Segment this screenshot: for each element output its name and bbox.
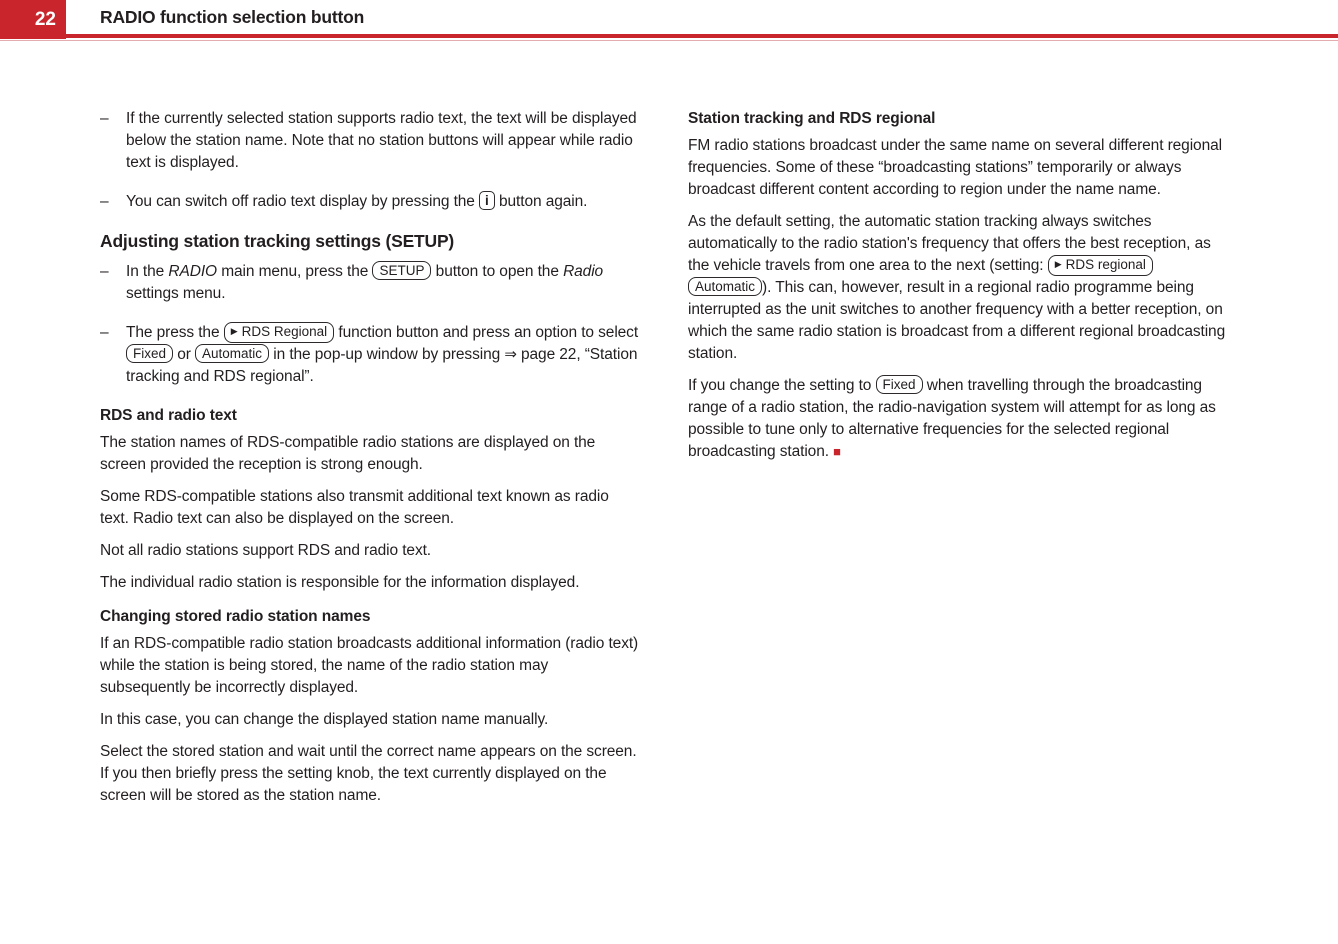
list-item: [100, 261, 640, 305]
text-run: function button and press an option to select: [334, 324, 639, 341]
text-run: when travelling through the broadcasting range of a radio station, the radio-navigation system will attempt for as long as possible to tune only to alternative frequencies for the selected regional broadcasting station.: [688, 377, 1216, 460]
list-item-text: [126, 322, 640, 388]
page-header: [0, 0, 1338, 41]
bullet-dash: –: [100, 324, 109, 341]
rds-regional-button: ▶ RDS regional: [1048, 255, 1153, 276]
rds-regional-button: ▶ RDS Regional: [224, 322, 334, 343]
fixed-button: Fixed: [126, 344, 173, 363]
setup-button: SETUP: [372, 261, 431, 280]
list-item: [100, 322, 640, 388]
paragraph: [100, 432, 640, 476]
text-run: button again.: [494, 193, 588, 210]
list-item-text: [126, 261, 640, 305]
list-item-text: [126, 191, 640, 213]
paragraph: [688, 375, 1228, 463]
text-run: or: [173, 346, 196, 363]
text-run: Some RDS-compatible stations also transmit additional text known as radio text. Radio text can also be displayed on the screen.: [100, 488, 609, 527]
bullet-dash: –: [100, 263, 109, 280]
automatic-button: Automatic: [195, 344, 269, 363]
paragraph: [100, 741, 640, 807]
text-run: Not all radio stations support RDS and radio text.: [100, 542, 432, 559]
page-title: RADIO function selection button: [100, 7, 365, 27]
text-run: button to open the: [431, 263, 564, 280]
italic-text: RADIO: [168, 263, 217, 280]
text-run: page 22, “Station tracking and RDS regional”.: [126, 346, 638, 385]
right-column: [688, 108, 1228, 817]
text-run: If an RDS-compatible radio station broadcasts additional information (radio text) while the station is being stored, the name of the radio station may subsequently be incorrectly displayed.: [100, 635, 639, 696]
bullet-dash: –: [100, 193, 109, 210]
header-rule: [0, 34, 1338, 38]
list-item: [100, 108, 640, 174]
text-run: The press the: [126, 324, 224, 341]
text-run: In the: [126, 263, 169, 280]
play-triangle-icon: ▶: [1054, 259, 1062, 269]
section-heading: Changing stored radio station names: [100, 608, 371, 625]
content: [0, 41, 1338, 817]
bullet-dash: –: [100, 110, 109, 127]
paragraph: [100, 540, 640, 562]
paragraph: [100, 572, 640, 594]
italic-text: Radio: [563, 263, 604, 280]
cross-reference-arrow-icon: ⇒: [504, 346, 517, 363]
paragraph: [100, 486, 640, 530]
text-run: As the default setting, the automatic station tracking always switches automatically to the radio station's frequency that offers the best reception, as the vehicle travels from one area to the next (setting:: [688, 213, 1211, 274]
text-run: settings menu.: [126, 285, 226, 302]
page-number: 22: [34, 8, 56, 30]
automatic-button: Automatic: [688, 277, 762, 296]
text-run: You can switch off radio text display by pressing the: [126, 193, 480, 210]
text-run: main menu, press the: [216, 263, 373, 280]
section-heading: RDS and radio text: [100, 407, 237, 424]
text-run: If the currently selected station supports radio text, the text will be displayed below the station name. Note that no station buttons will appear while radio text is displayed.: [126, 110, 637, 171]
list-item: [100, 191, 640, 213]
play-triangle-icon: ▶: [230, 326, 238, 336]
paragraph: [100, 633, 640, 699]
list-item-text: [126, 108, 640, 174]
text-run: FM radio stations broadcast under the same name on several different regional frequencies. Some of these “broadcasting stations” temporarily or always broadcast different content according to region under the name name.: [688, 137, 1222, 198]
section-end-marker-icon: ■: [833, 444, 841, 459]
paragraph: [688, 211, 1228, 365]
section-heading: Adjusting station tracking settings (SETUP): [100, 231, 455, 251]
paragraph: [100, 709, 640, 731]
section-heading: Station tracking and RDS regional: [688, 110, 936, 127]
fixed-button: Fixed: [876, 375, 923, 394]
left-column: [100, 108, 640, 817]
text-run: Select the stored station and wait until the correct name appears on the screen. If you then briefly press the setting knob, the text currently displayed on the screen will be stored as the station name.: [100, 743, 637, 804]
text-run: ). This can, however, result in a regional radio programme being interrupted as the unit switches to another frequency with a better reception, on which the same radio station is broadcast from a different regional broadcasting station.: [688, 279, 1226, 362]
info-button: i: [479, 191, 495, 210]
text-run: The station names of RDS-compatible radio stations are displayed on the screen provided the reception is strong enough.: [100, 434, 596, 473]
text-run: If you change the setting to: [688, 377, 876, 394]
paragraph: [688, 135, 1228, 201]
text-run: in the pop-up window by pressing: [269, 346, 505, 363]
text-run: In this case, you can change the displayed station name manually.: [100, 711, 549, 728]
text-run: The individual radio station is responsible for the information displayed.: [100, 574, 580, 591]
